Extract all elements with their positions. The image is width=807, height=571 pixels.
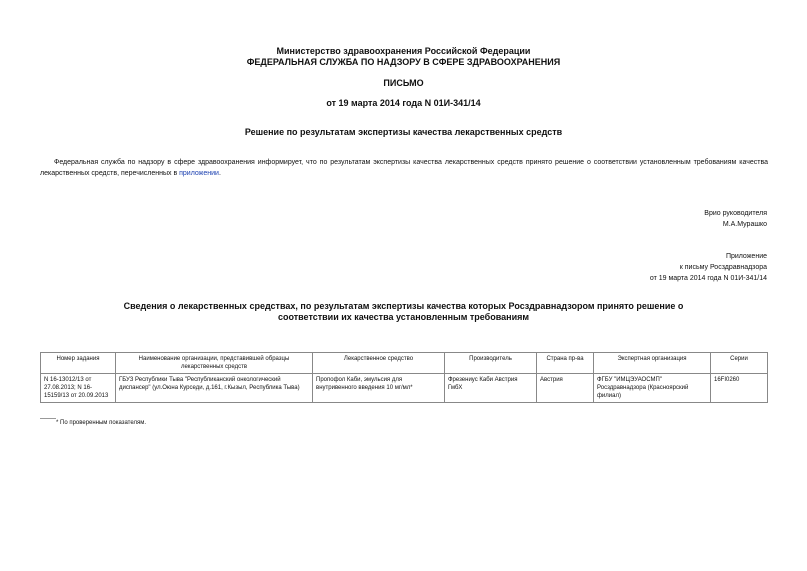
- col-task-number: Номер задания: [41, 353, 116, 374]
- col-manufacturer: Производитель: [445, 353, 537, 374]
- col-organization: Наименование организации, представившей образцы лекарственных средств: [116, 353, 313, 374]
- document-date: от 19 марта 2014 года N 01И-341/14: [326, 98, 481, 108]
- footnote-divider: [40, 418, 56, 419]
- appendix-line2: к письму Росздравнадзора: [679, 264, 767, 271]
- table-row: [41, 374, 768, 403]
- cell-medicine: Пропофол Каби, эмульсия для внутривенного введения 10 мг/мл*: [313, 374, 445, 403]
- signature-title: Врио руководителя: [704, 210, 767, 217]
- appendix-link[interactable]: приложении: [179, 170, 219, 177]
- appendix-line1: Приложение: [725, 253, 767, 260]
- footnote: * По проверенным показателям.: [56, 420, 147, 426]
- body-paragraph: [40, 157, 768, 179]
- cell-expert-org: ФГБУ "ИМЦЭУАОСМП" Росздравнадзора (Красноярский филиал): [594, 374, 711, 403]
- service-title: ФЕДЕРАЛЬНАЯ СЛУЖБА ПО НАДЗОРУ В СФЕРЕ ЗДРАВООХРАНЕНИЯ: [246, 57, 561, 67]
- signature-block: [704, 208, 767, 230]
- appendix-title: Сведения о лекарственных средствах, по результатам экспертизы качества которых Росздравнадзором принято решение о соответствии их качества установленным требованиям: [123, 301, 684, 322]
- table-header-row: [41, 353, 768, 374]
- ministry-title: Министерство здравоохранения Российской Федерации: [276, 46, 531, 56]
- signature-name: М.А.Мурашко: [722, 221, 767, 228]
- appendix-line3: от 19 марта 2014 года N 01И-341/14: [649, 275, 767, 282]
- medicines-table: [40, 352, 768, 403]
- appendix-header: [650, 251, 767, 284]
- body-paragraph-text: Федеральная служба по надзору в сфере здравоохранения информирует, что по результатам экспертизы качества лекарственных средств принято решение о соответствии установленным требованиям качества лекарственных средств, перечисленных в: [40, 159, 768, 177]
- cell-manufacturer: Фрезениус Каби Австрия ГмбХ: [445, 374, 537, 403]
- cell-series: 16FI0260: [711, 374, 768, 403]
- cell-task-number: N 16-13012/13 от 27.08.2013; N 16-15159/13 от 20.09.2013: [41, 374, 116, 403]
- body-paragraph-end: .: [218, 170, 221, 177]
- col-country: Страна пр-ва: [537, 353, 594, 374]
- cell-country: Австрия: [537, 374, 594, 403]
- cell-organization: ГБУЗ Республики Тыва "Республиканский онкологический диспансер" (ул.Оюна Курседи, д.161, г.Кызыл, Республика Тыва): [116, 374, 313, 403]
- col-series: Серии: [711, 353, 768, 374]
- document-subject: Решение по результатам экспертизы качества лекарственных средств: [244, 127, 563, 137]
- document-type: ПИСЬМО: [383, 78, 424, 88]
- col-expert-org: Экспертная организация: [594, 353, 711, 374]
- col-medicine: Лекарственное средство: [313, 353, 445, 374]
